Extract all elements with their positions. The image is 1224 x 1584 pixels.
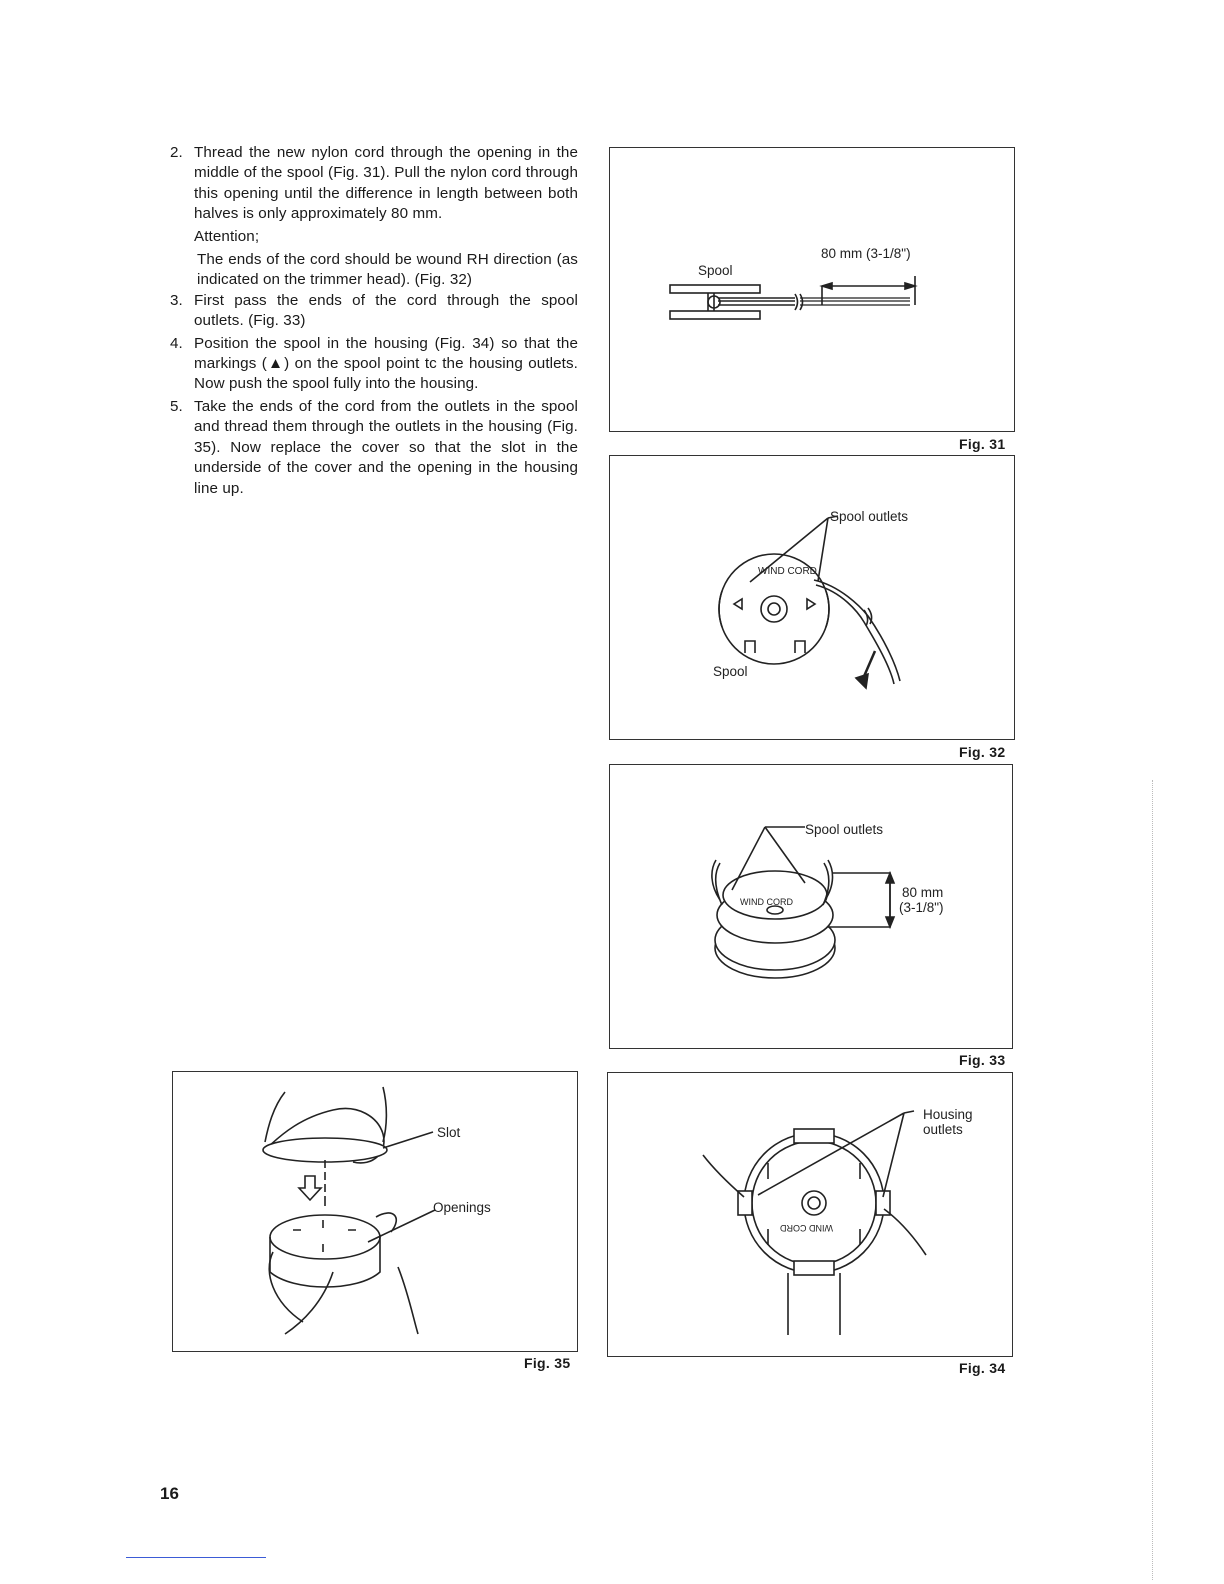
- spool-with-cord-drawing: [610, 765, 1012, 1048]
- page-number: 16: [160, 1484, 179, 1503]
- figure-34-caption: Fig. 34: [959, 1360, 1006, 1376]
- figure-32-caption: Fig. 32: [959, 744, 1006, 760]
- footer-rule: [126, 1557, 266, 1558]
- step-3: [170, 291, 578, 332]
- housing-label: Housing: [923, 1107, 973, 1122]
- step-5: [170, 397, 578, 499]
- figure-31-box: [609, 147, 1015, 432]
- wind-cord-text: WIND CORD: [780, 1223, 833, 1233]
- spool-label: Spool: [698, 263, 733, 278]
- step-text: First pass the ends of the cord through the spool outlets. (Fig. 33): [194, 291, 578, 330]
- attention-heading: Attention;: [194, 227, 260, 245]
- dimension-line-1: 80 mm: [902, 885, 944, 900]
- figure-31-caption: Fig. 31: [959, 436, 1006, 452]
- step-4: [170, 334, 578, 395]
- slot-label: Slot: [437, 1125, 461, 1140]
- step-number: 5.: [170, 397, 183, 415]
- spool-outlets-label: Spool outlets: [830, 509, 909, 524]
- wind-cord-text: WIND CORD: [758, 566, 817, 577]
- instructions-column: [170, 143, 578, 501]
- spool-outlets-drawing: [610, 456, 1014, 739]
- figure-35-box: [172, 1071, 578, 1352]
- dimension-label: 80 mm (3-1/8"): [821, 246, 911, 261]
- figure-33-box: [609, 764, 1013, 1049]
- figure-34-box: [607, 1072, 1013, 1357]
- figure-33-caption: Fig. 33: [959, 1052, 1006, 1068]
- step-number: 2.: [170, 144, 183, 161]
- step-text: Take the ends of the cord from the outlets in the spool and thread them through the outlets in the housing (Fig. 35). Now replace the cover so that the slot in the underside of the cover and the opening in the housing line up.: [194, 397, 578, 497]
- step-number: 3.: [170, 291, 183, 309]
- step-text: Thread the new nylon cord through the opening in the middle of the spool (Fig. 31). Pull the nylon cord through this opening until the difference in length between both halves is only approximately 80 mm.: [194, 144, 578, 223]
- wind-cord-text: WIND CORD: [740, 897, 793, 907]
- step-text: Position the spool in the housing (Fig. 34) so that the markings (▲) on the spool point tc the housing outlets. Now push the spool fully into the housing.: [194, 334, 578, 393]
- cover-replacement-drawing: [173, 1072, 577, 1351]
- dimension-line-2: (3-1/8"): [899, 900, 944, 915]
- spool-label: Spool: [713, 664, 748, 679]
- figure-35-caption: Fig. 35: [524, 1355, 571, 1371]
- openings-label: Openings: [433, 1200, 491, 1215]
- spool-cross-section-drawing: [610, 148, 1014, 431]
- spool-outlets-label: Spool outlets: [805, 822, 884, 837]
- figure-32-box: [609, 455, 1015, 740]
- scan-edge-line: [1152, 780, 1154, 1580]
- step-number: 4.: [170, 334, 183, 352]
- step-2: [170, 143, 578, 225]
- outlets-label: outlets: [923, 1122, 963, 1137]
- attention-note: The ends of the cord should be wound RH direction (as indicated on the trimmer head). (Fig. 32): [197, 251, 578, 289]
